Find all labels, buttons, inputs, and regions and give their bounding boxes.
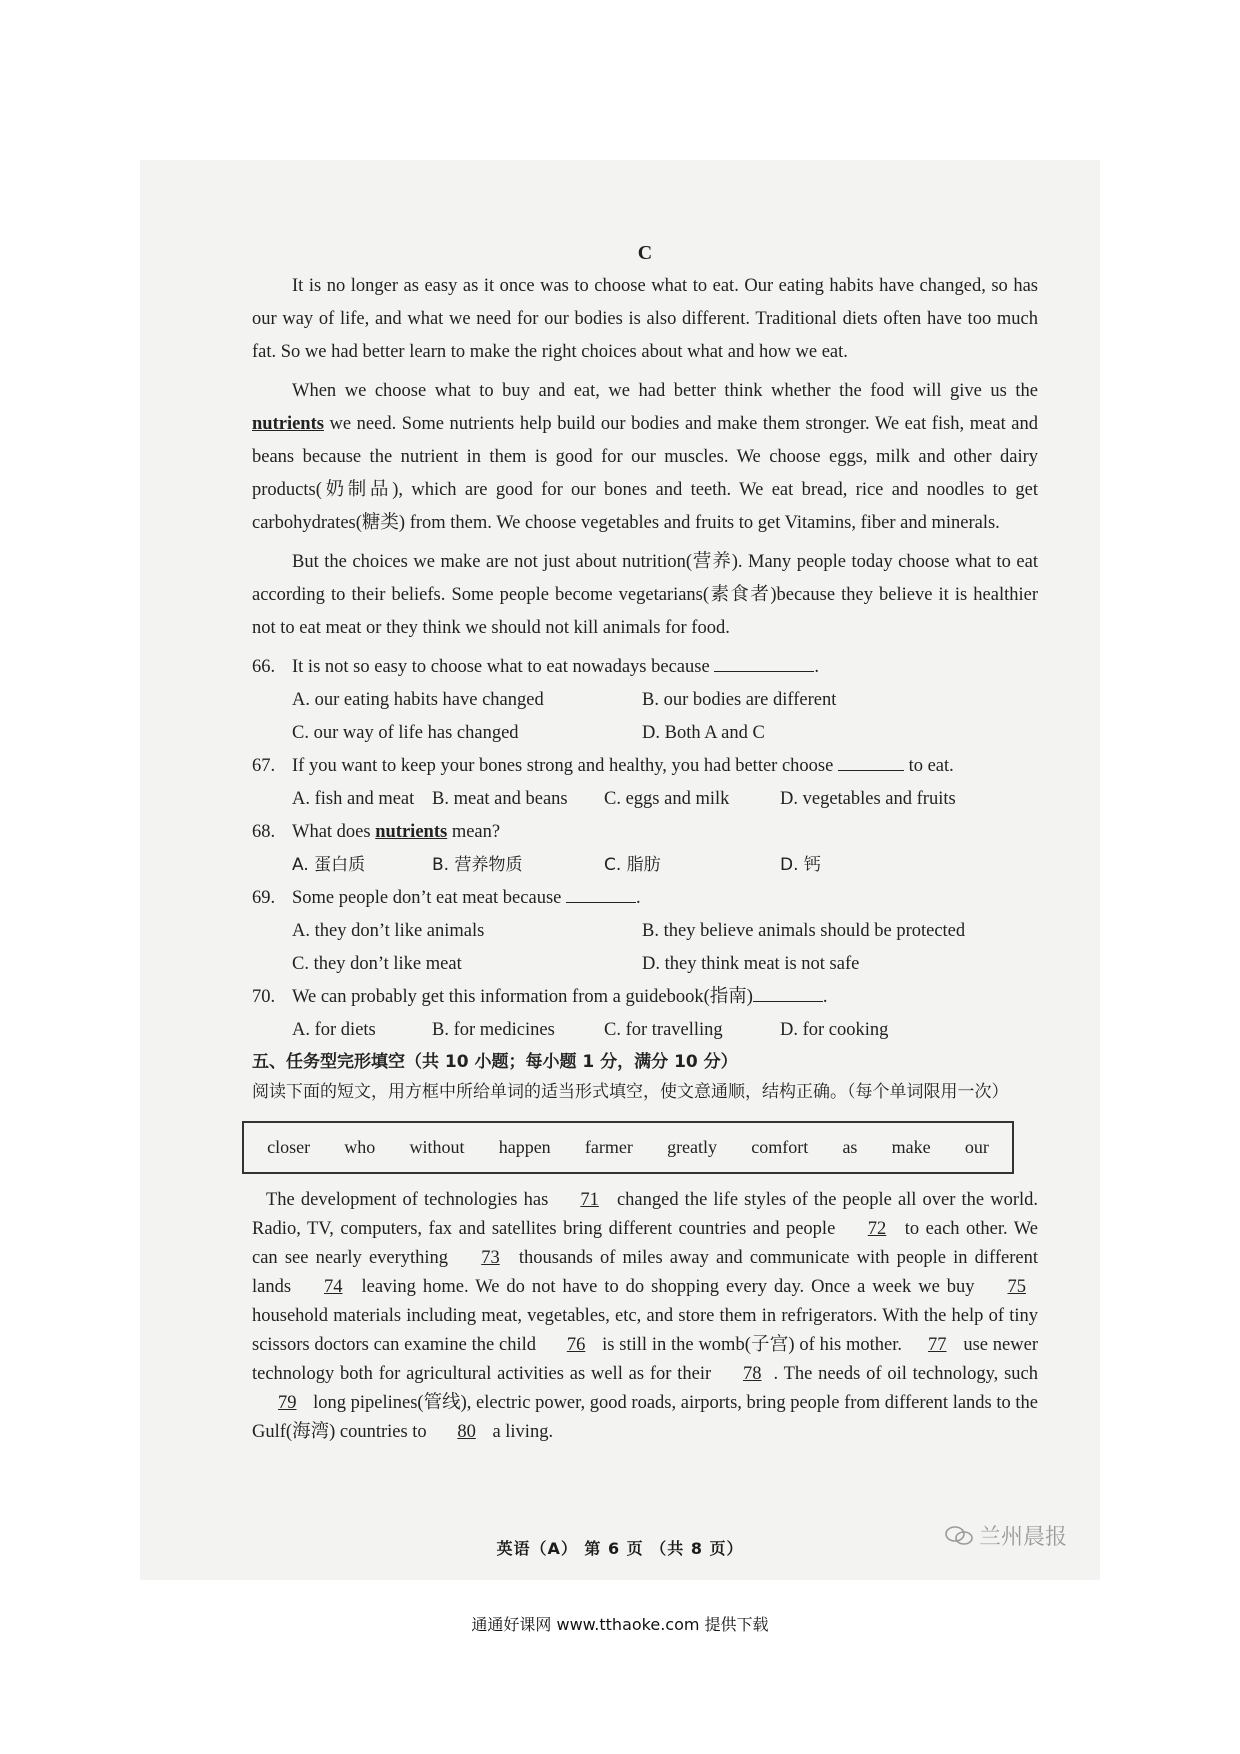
option-a[interactable]: A. our eating habits have changed <box>292 690 544 710</box>
question-stem <box>292 981 1038 1014</box>
cloze-text: use newer technology both for agricultural activities as well as for their <box>252 1335 1038 1384</box>
option-a[interactable]: A. they don’t like animals <box>292 921 485 941</box>
option-d[interactable]: D. 钙 <box>780 855 821 875</box>
word-item: make <box>891 1137 931 1157</box>
word-item: who <box>344 1137 376 1157</box>
cloze-text: is still in the womb(子宫) of his mother. <box>597 1335 903 1355</box>
option-a[interactable]: A. fish and meat <box>292 789 415 809</box>
stem-text: Some people don’t eat meat because <box>292 888 562 908</box>
word-item: closer <box>267 1137 311 1157</box>
cloze-blank-78[interactable]: 78 <box>742 1364 762 1384</box>
page-footer: 英语（A） 第 6 页 （共 8 页） <box>496 1539 744 1558</box>
options-row <box>252 1014 1038 1047</box>
option-c[interactable]: C. 脂肪 <box>604 855 661 875</box>
question-66 <box>252 651 1038 684</box>
answer-blank[interactable] <box>714 653 814 672</box>
stem-text: It is not so easy to choose what to eat nowadays because <box>292 657 710 677</box>
option-b[interactable]: B. our bodies are different <box>642 690 837 710</box>
option-b[interactable]: B. meat and beans <box>432 789 568 809</box>
cloze-blank-76[interactable]: 76 <box>566 1335 586 1355</box>
word-item: happen <box>498 1137 551 1157</box>
cloze-text: . The needs of oil technology, such <box>773 1364 1039 1384</box>
word-item: greatly <box>667 1137 718 1157</box>
stem-end: . <box>822 987 828 1007</box>
question-stem <box>292 750 1038 783</box>
cloze-blank-71[interactable]: 71 <box>580 1190 599 1210</box>
option-d[interactable]: D. vegetables and fruits <box>780 789 956 809</box>
word-item: as <box>842 1137 858 1157</box>
chat-bubble-icon <box>945 1525 973 1547</box>
cloze-text: thousands of miles away and communicate with people in different lands <box>252 1248 1038 1297</box>
answer-blank[interactable] <box>566 884 636 903</box>
stem-text: If you want to keep your bones strong and healthy, you had better choose <box>292 756 834 776</box>
paragraph-text: When we choose what to buy and eat, we had better think whether the food will give us the <box>292 381 1038 401</box>
stem-text: mean? <box>447 822 501 842</box>
stem-text: What does <box>292 822 376 842</box>
section-5-instruction: 阅读下面的短文，用方框中所给单词的适当形式填空，使文意通顺，结构正确。（每个单词限用一次） <box>252 1082 1009 1102</box>
paragraph-text: we need. Some nutrients help build our bodies and make them stronger. We eat fish, meat and beans because the nutrient in them is good for our muscles. We choose eggs, milk and other dairy products(奶制品), which are good for our bones and teeth. We eat bread, rice and noodles to get carbohydrates(糖类) from them. We choose vegetables and fruits to get Vitamins, fiber and minerals. <box>252 414 1038 533</box>
option-c[interactable]: C. for travelling <box>604 1020 723 1040</box>
options-row <box>252 915 1038 948</box>
passage-paragraph-1: It is no longer as easy as it once was to choose what to eat. Our eating habits have changed, so has our way of life, and what we need for our bodies is also different. Traditional diets often have too much fat. So we had better learn to make the right choices about what and how we eat. <box>252 276 1038 362</box>
option-a[interactable]: A. 蛋白质 <box>292 855 366 875</box>
question-69 <box>252 882 1038 915</box>
stem-end: to eat. <box>903 756 954 776</box>
question-number: 66. <box>252 657 276 677</box>
option-b[interactable]: B. for medicines <box>432 1020 555 1040</box>
word-item: our <box>964 1137 989 1157</box>
question-stem <box>292 651 1038 684</box>
question-stem <box>292 882 1038 915</box>
question-number: 69. <box>252 888 276 908</box>
question-stem <box>292 816 1038 849</box>
stem-text: We can probably get this information from a guidebook(指南) <box>292 987 753 1007</box>
cloze-text: changed the life styles of the people all over the world. Radio, TV, computers, fax and satellites bring different countries and people <box>252 1190 1038 1239</box>
options-row <box>252 717 1038 750</box>
option-c[interactable]: C. our way of life has changed <box>292 723 519 743</box>
cloze-blank-72[interactable]: 72 <box>867 1219 887 1239</box>
answer-blank[interactable] <box>753 983 823 1002</box>
question-number: 70. <box>252 987 276 1007</box>
watermark-text: 兰州晨报 <box>979 1525 1068 1550</box>
question-70 <box>252 981 1038 1014</box>
word-item: without <box>409 1137 465 1157</box>
options-row <box>252 948 1038 981</box>
stem-end: . <box>635 888 641 908</box>
option-d[interactable]: D. they think meat is not safe <box>642 954 860 974</box>
cloze-blank-79[interactable]: 79 <box>278 1393 297 1413</box>
cloze-blank-77[interactable]: 77 <box>928 1335 947 1355</box>
options-row <box>252 783 1038 816</box>
stem-end: . <box>814 657 819 677</box>
question-68 <box>252 816 1038 849</box>
option-d[interactable]: D. Both A and C <box>642 723 765 743</box>
section-5-title: 五、任务型完形填空（共 10 小题；每小题 1 分，满分 10 分） <box>252 1052 738 1072</box>
option-c[interactable]: C. eggs and milk <box>604 789 730 809</box>
download-credit: 通通好课网 www.tthaoke.com 提供下载 <box>471 1615 769 1634</box>
passage-paragraph-3: But the choices we make are not just about nutrition(营养). Many people today choose what to eat according to their beliefs. Some people become vegetarians(素食者)because they believe it is healthier not to eat meat or they think we should not kill animals for food. <box>252 552 1038 638</box>
cloze-blank-75[interactable]: 75 <box>1007 1277 1026 1297</box>
answer-blank[interactable] <box>838 752 904 771</box>
options-row <box>252 849 1038 882</box>
cloze-text: to each other. We can see nearly everything <box>252 1219 1038 1268</box>
cloze-blank-73[interactable]: 73 <box>481 1248 500 1268</box>
question-67 <box>252 750 1038 783</box>
cloze-text: household materials including meat, vegetables, etc, and store them in refrigerators. With the help of tiny scissors doctors can examine the child <box>252 1306 1038 1355</box>
option-a[interactable]: A. for diets <box>292 1020 376 1040</box>
options-row <box>252 684 1038 717</box>
keyword-nutrients: nutrients <box>375 822 448 842</box>
word-item: comfort <box>751 1137 809 1157</box>
cloze-text: leaving home. We do not have to do shopping every day. Once a week we buy <box>354 1277 982 1297</box>
question-number: 67. <box>252 756 276 776</box>
option-c[interactable]: C. they don’t like meat <box>292 954 462 974</box>
cloze-passage <box>252 1186 1038 1447</box>
cloze-blank-80[interactable]: 80 <box>457 1422 476 1442</box>
section-letter: C <box>637 242 653 264</box>
option-b[interactable]: B. 营养物质 <box>432 855 523 875</box>
passage-paragraph-2 <box>252 375 1038 540</box>
question-number: 68. <box>252 822 276 842</box>
cloze-text: long pipelines(管线), electric power, good roads, airports, bring people from different lands to the Gulf(海湾) countries to <box>252 1393 1038 1442</box>
cloze-text: a living. <box>487 1422 554 1442</box>
option-d[interactable]: D. for cooking <box>780 1020 889 1040</box>
keyword-nutrients: nutrients <box>252 414 324 434</box>
option-b[interactable]: B. they believe animals should be protected <box>642 921 966 941</box>
watermark <box>945 1520 1067 1551</box>
cloze-blank-74[interactable]: 74 <box>324 1277 343 1297</box>
page-content <box>252 238 1038 1447</box>
word-box <box>242 1121 1014 1174</box>
word-item: farmer <box>584 1137 633 1157</box>
cloze-text: The development of technologies has <box>266 1190 555 1210</box>
